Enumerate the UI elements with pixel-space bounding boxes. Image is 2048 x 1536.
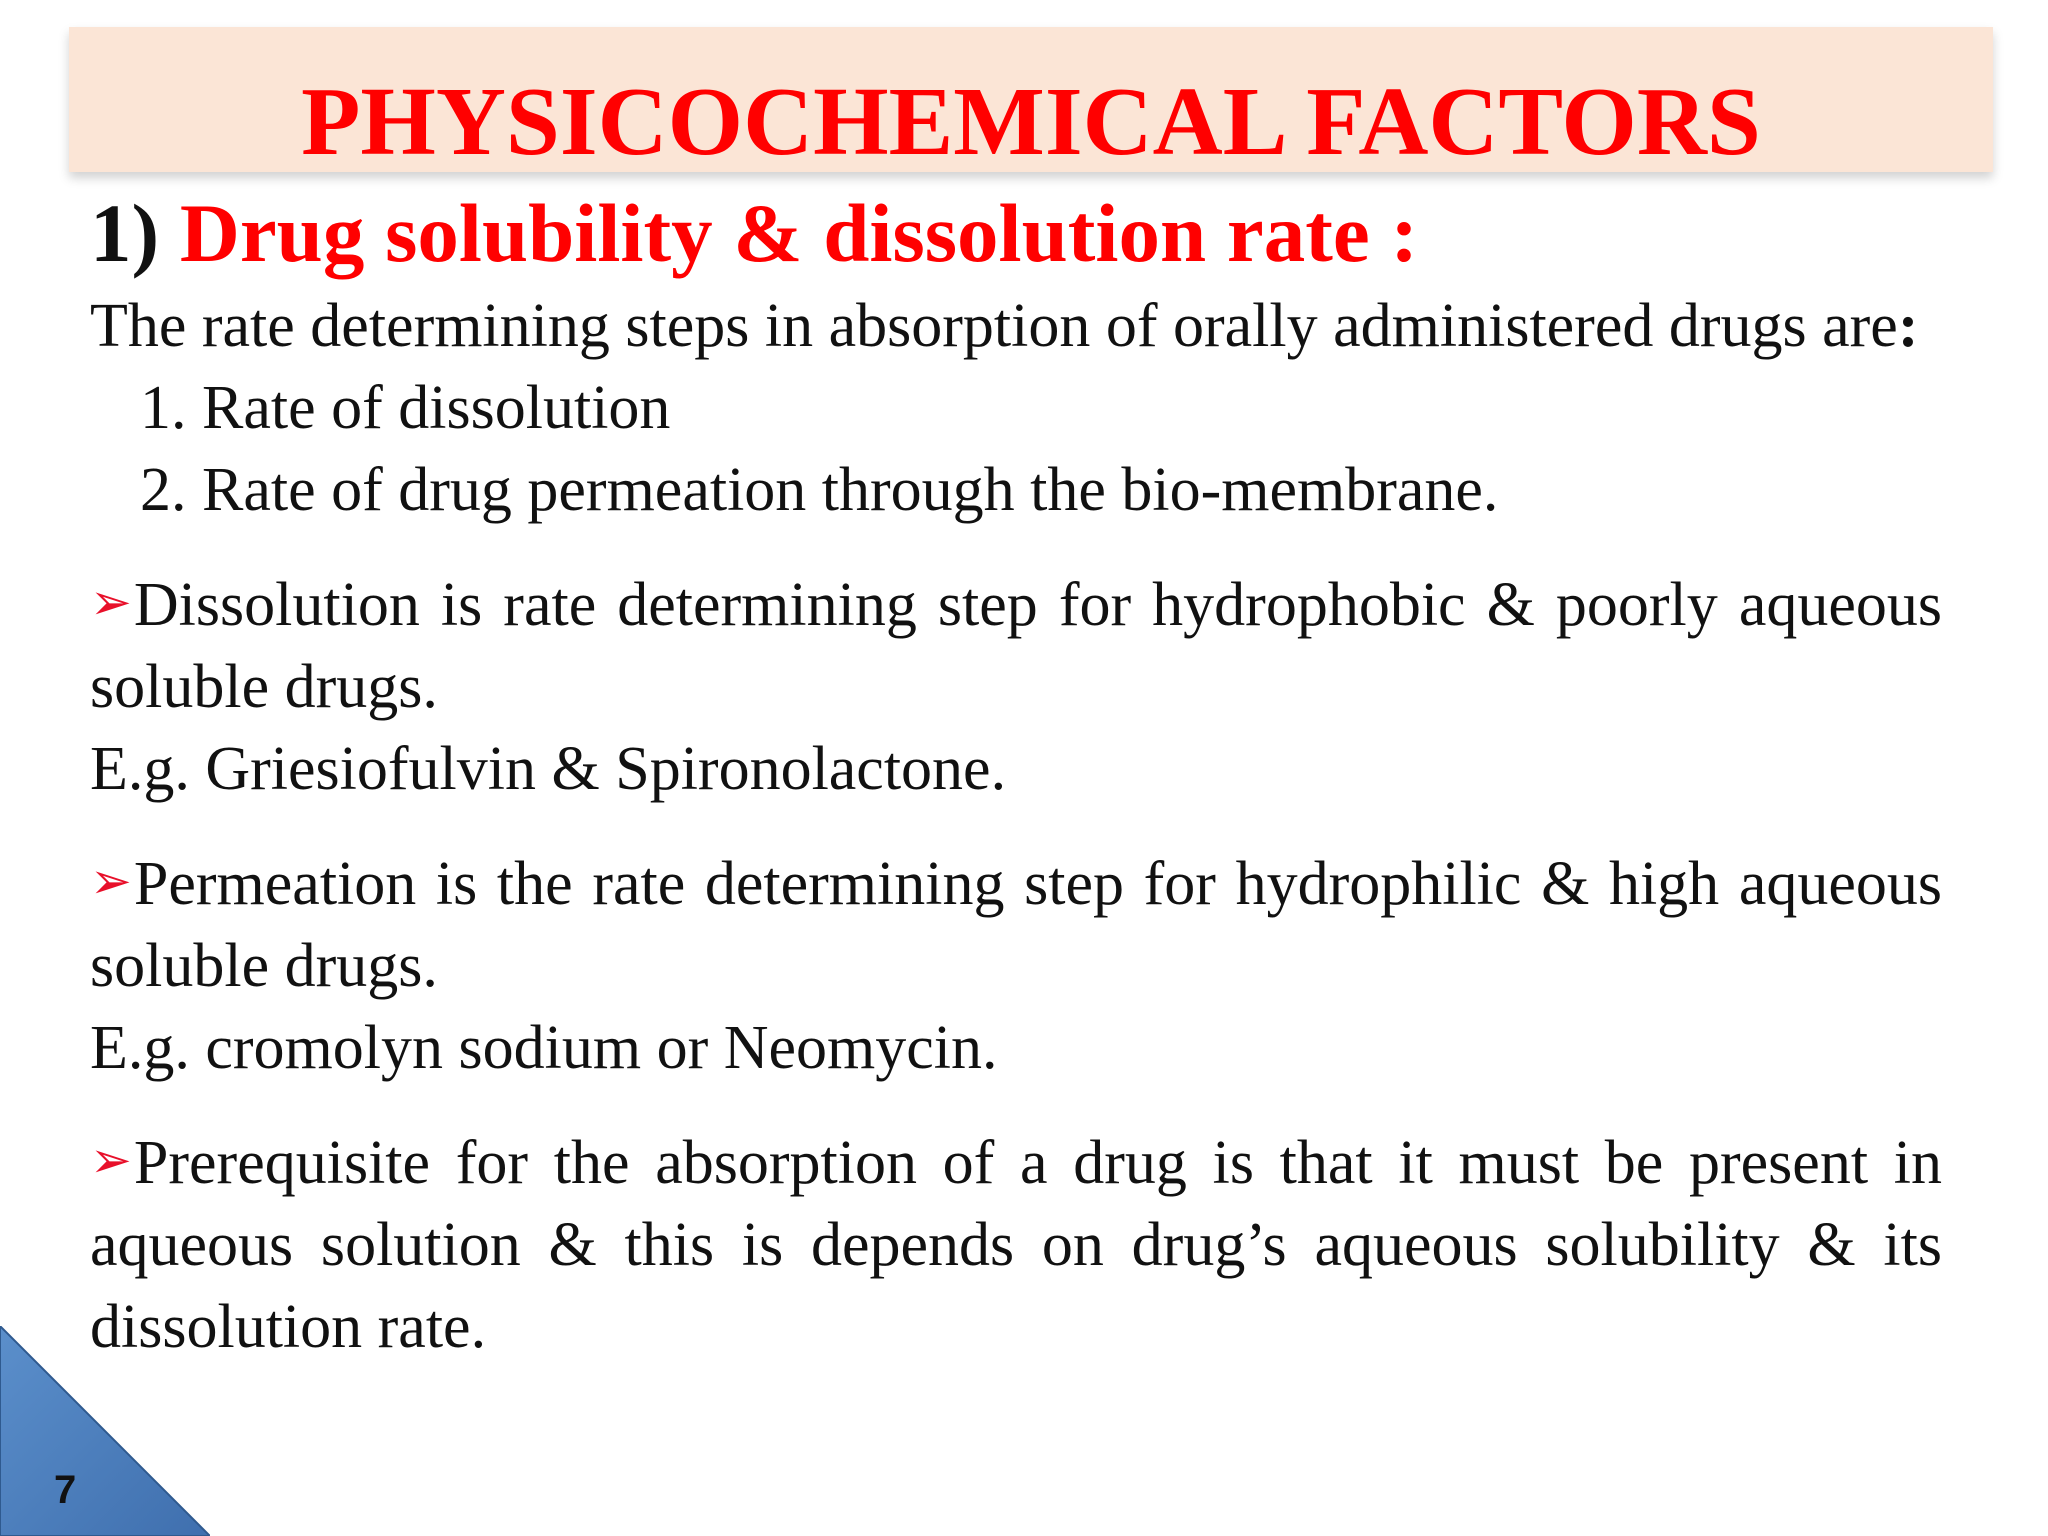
intro-colon: : bbox=[1897, 292, 1919, 360]
corner-triangle-decoration bbox=[0, 1326, 210, 1536]
bullet-block-permeation bbox=[90, 840, 1942, 1089]
intro-paragraph bbox=[90, 285, 1942, 367]
bullet-example: E.g. cromolyn sodium or Neomycin. bbox=[90, 1014, 998, 1082]
bullet-text: Prerequisite for the absorption of a drug is that it must be present in aqueous solution & this is depends on drug’s aqueous solubility & its dissolution rate. bbox=[90, 1129, 1942, 1361]
bullet-block-prerequisite bbox=[90, 1119, 1942, 1368]
slide-title: PHYSICOCHEMICAL FACTORS bbox=[301, 68, 1761, 175]
bullet-example: E.g. Griesiofulvin & Spironolactone. bbox=[90, 735, 1007, 803]
list-item: 2. Rate of drug permeation through the bio-membrane. bbox=[140, 456, 1499, 524]
intro-text: The rate determining steps in absorption of orally administered drugs are bbox=[90, 292, 1898, 360]
bullet-block-dissolution bbox=[90, 561, 1942, 810]
section-heading-text: Drug solubility & dissolution rate : bbox=[179, 187, 1419, 279]
section-number: 1) bbox=[90, 187, 160, 279]
steps-list bbox=[90, 367, 1942, 531]
section-heading bbox=[90, 183, 1942, 283]
bullet-item bbox=[90, 561, 1942, 728]
slide-content bbox=[90, 183, 1942, 1368]
bullet-item bbox=[90, 1119, 1942, 1368]
bullet-item bbox=[90, 840, 1942, 1007]
bullet-text: Permeation is the rate determining step for hydrophilic & high aqueous soluble drugs. bbox=[90, 850, 1942, 1000]
title-band bbox=[69, 27, 1993, 175]
page-number: 7 bbox=[54, 1468, 77, 1512]
arrow-bullet-icon: ➢ bbox=[90, 852, 132, 910]
arrow-bullet-icon: ➢ bbox=[90, 1131, 132, 1189]
list-item: 1. Rate of dissolution bbox=[140, 374, 671, 442]
bullet-text: Dissolution is rate determining step for hydrophobic & poorly aqueous soluble drugs. bbox=[90, 571, 1942, 721]
arrow-bullet-icon: ➢ bbox=[90, 573, 132, 631]
